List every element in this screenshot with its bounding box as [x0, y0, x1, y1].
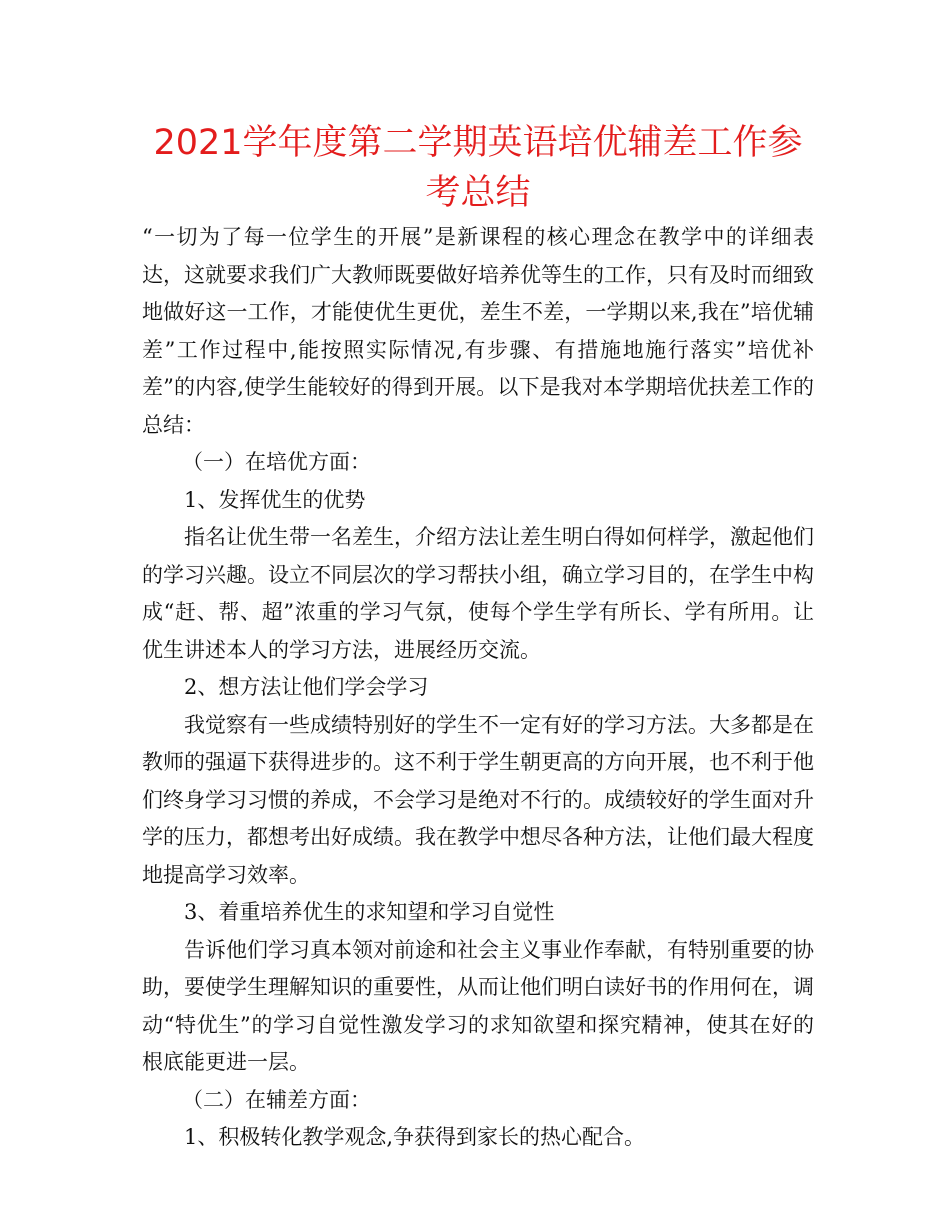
intro-paragraph: “一切为了每一位学生的开展”是新课程的核心理念在教学中的详细表达，这就要求我们广大教师既要做好培养优等生的工作，只有及时而细致地做好这一工作，才能使优生更优，差生不差，一学期以来,我在”培优辅差”工作过程中,能按照实际情况,有步骤、有措施地施行落实”培优补差”的内容,使学生能较好的得到开展。以下是我对本学期培优扶差工作的总结： [142, 225, 814, 437]
subheading-3: 3、着重培养优生的求知望和学习自觉性 [184, 900, 555, 924]
section-heading-peiyou: （一）在培优方面： [182, 450, 371, 474]
section-heading-fucha: （二）在辅差方面： [182, 1087, 371, 1112]
subheading-1: 1、发挥优生的优势 [184, 487, 366, 512]
document-page [142, 118, 814, 1157]
paragraph-3: 告诉他们学习真本领对前途和社会主义事业作奉献，有特别重要的协助，要使学生理解知识的重要性，从而让他们明白读好书的作用何在，调动“特优生”的学习自觉性激发学习的求知欲望和探究精神，使其在好的根底能更进一层。 [142, 937, 814, 1074]
document-title: 2021学年度第二学期英语培优辅差工作参考总结 [153, 123, 803, 213]
subheading-fucha-1: 1、积极转化教学观念,争获得到家长的热心配合。 [184, 1125, 646, 1149]
subheading-2: 2、想方法让他们学会学习 [184, 675, 429, 699]
paragraph-2: 我觉察有一些成绩特别好的学生不一定有好的学习方法。大多都是在教师的强逼下获得进步的。这不利于学生朝更高的方向开展，也不利于他们终身学习习惯的养成，不会学习是绝对不行的。成绩较好的学生面对升学的压力，都想考出好成绩。我在教学中想尽各种方法，让他们最大程度地提高学习效率。 [142, 712, 814, 887]
paragraph-1: 指名让优生带一名差生，介绍方法让差生明白得如何样学，激起他们的学习兴趣。设立不同层次的学习帮扶小组，确立学习目的，在学生中构成“赶、帮、超”浓重的学习气氛，使每个学生学有所长、学有所用。让优生讲述本人的学习方法，进展经历交流。 [142, 525, 814, 662]
